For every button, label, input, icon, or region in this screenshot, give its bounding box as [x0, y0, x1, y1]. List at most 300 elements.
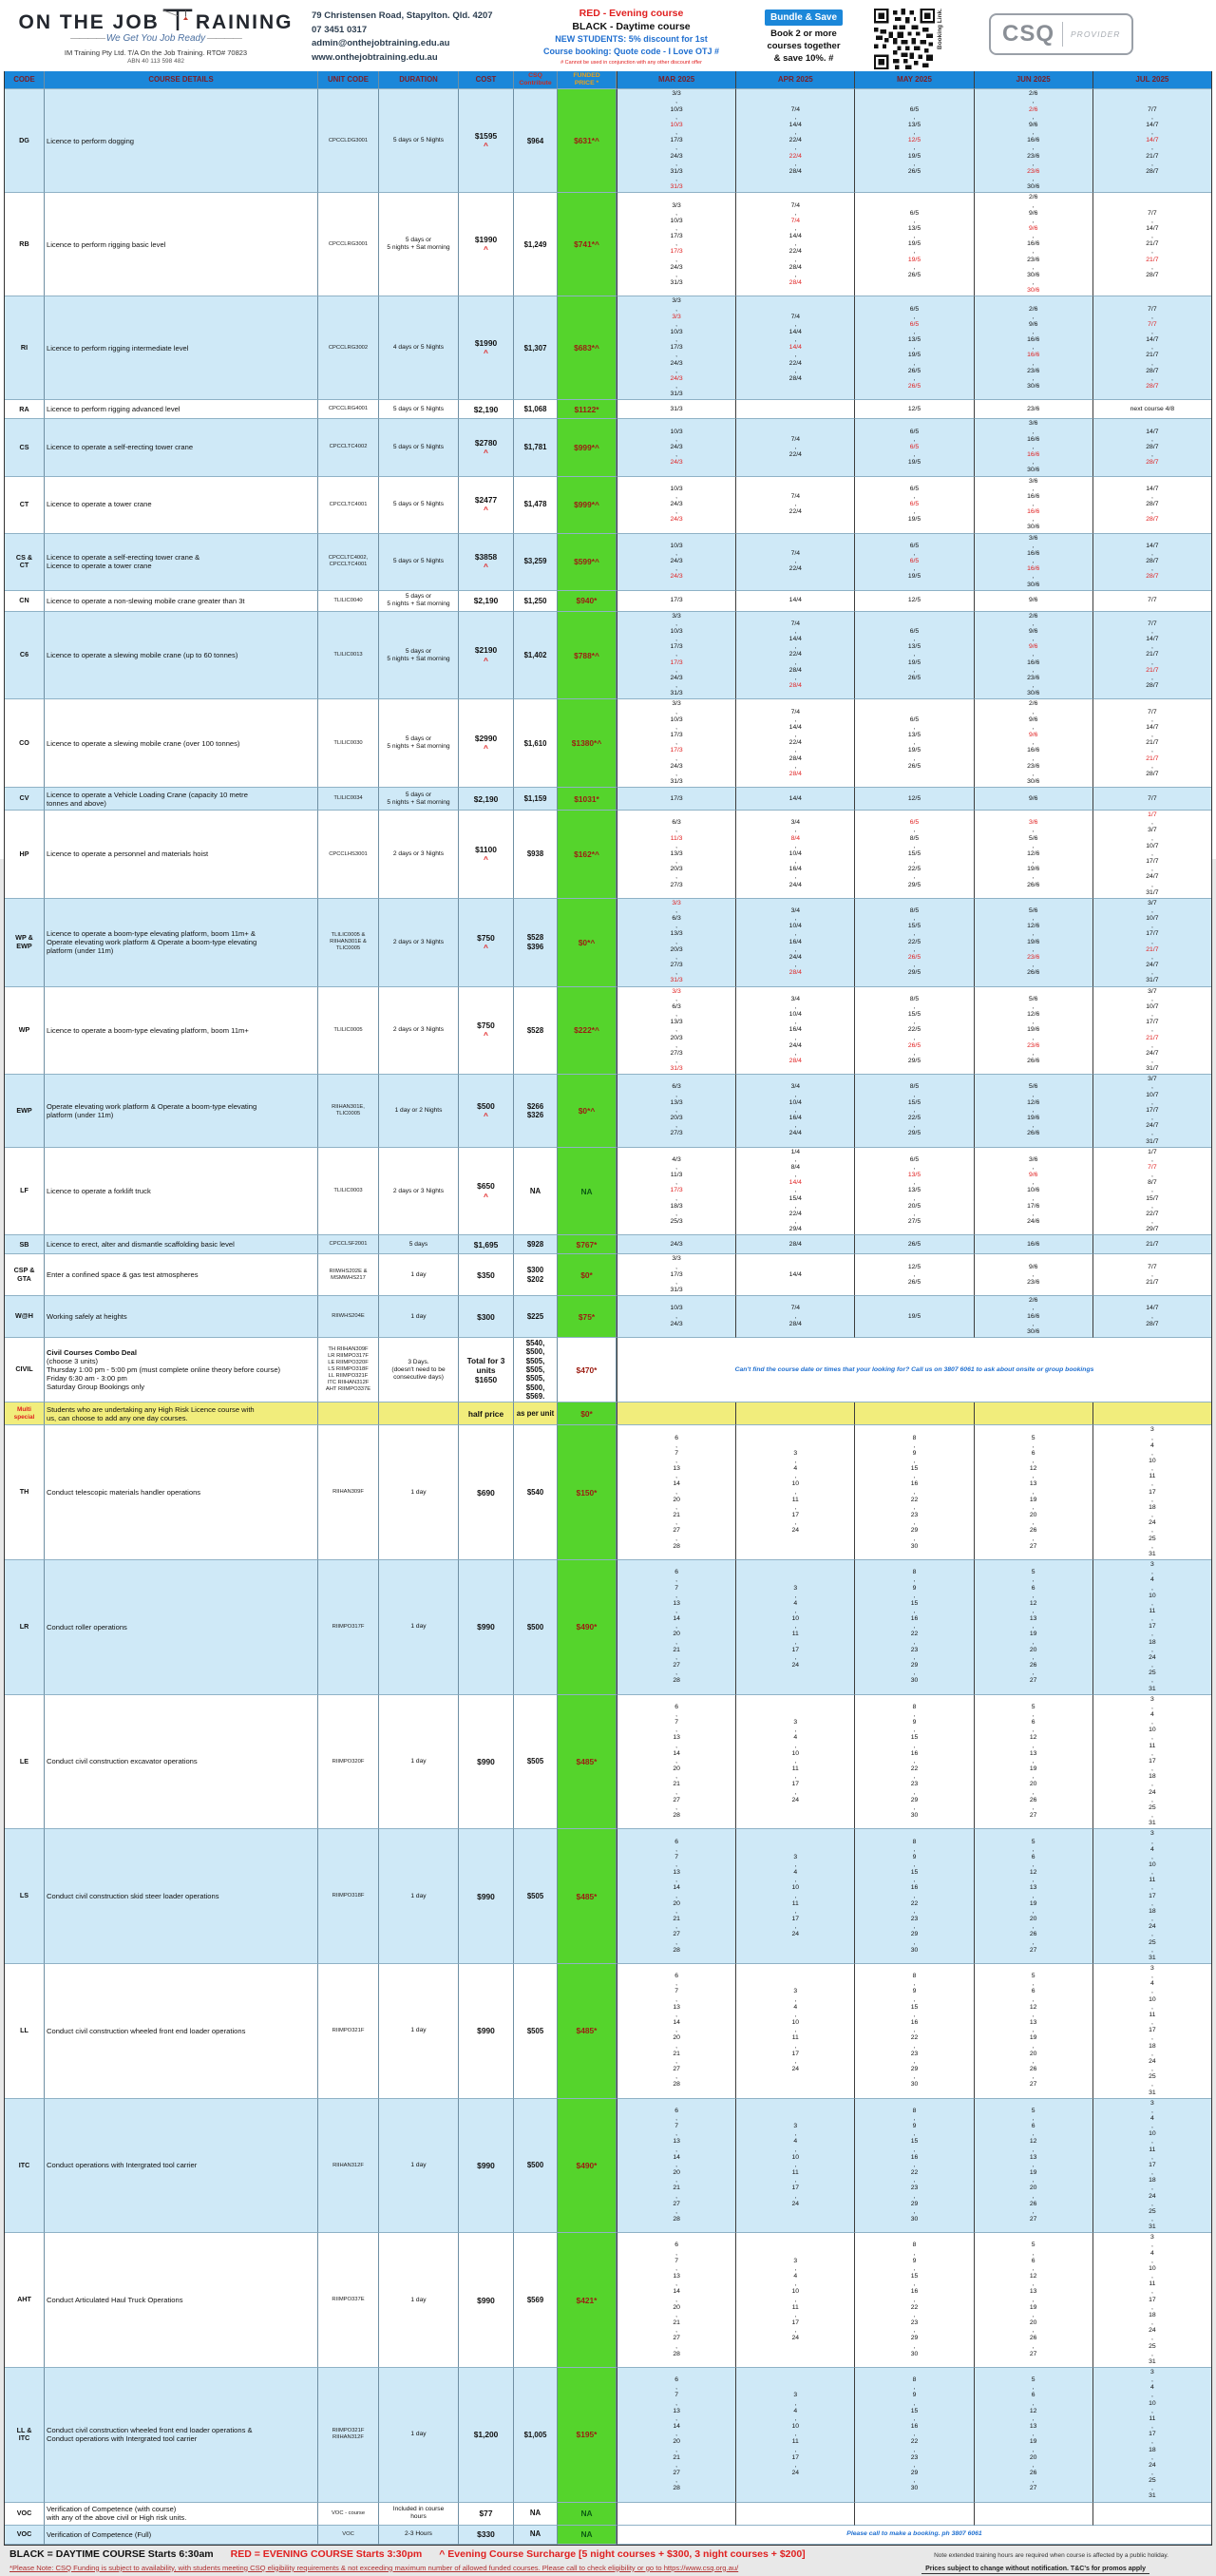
cell-dates-may: 12/5 , 26/5	[854, 1254, 973, 1296]
table-row	[5, 612, 1211, 700]
cell-dates-apr: 7/4 , 22/4	[735, 534, 854, 591]
cell-dates-jun: 2/6 , 2/6 , 9/6 , 16/6 , 23/6 , 23/6 , 30/6	[974, 89, 1092, 193]
cell-dates-jun: 3/6 , 9/6 , 10/6 , 17/6 , 24/6	[974, 1148, 1092, 1236]
cell-dates-jun	[974, 1402, 1092, 1425]
cell-duration: Included in course hours	[379, 2503, 459, 2526]
cell-unit-code: RIIMPO321F	[318, 1964, 379, 2099]
cell-dates-jun: 5 , 6 , 12 , 13 , 19 , 20 , 26 , 27	[974, 1560, 1092, 1695]
table-row	[5, 477, 1211, 534]
cell-cost: $990	[459, 1560, 514, 1695]
cell-csq-contribute: $1,005	[514, 2368, 558, 2503]
column-header: JUN 2025	[974, 71, 1092, 89]
cell-dates-mar	[617, 2503, 735, 2526]
cell-csq-contribute: $500	[514, 2099, 558, 2234]
cell-unit-code: CPCCLHS3001	[318, 811, 379, 899]
cell-dates-may: 6/5 , 13/5 , 19/5 , 19/5 , 26/5	[854, 193, 973, 296]
column-header: MAY 2025	[854, 71, 973, 89]
cell-unit-code: RIIMPO337E	[318, 2233, 379, 2368]
cell-funded-price: $1122*	[558, 400, 617, 419]
cell-dates-mar: 31/3	[617, 400, 735, 419]
cell-dates-jun: 2/6 , 9/6 , 9/6 , 16/6 , 23/6 , 30/6	[974, 699, 1092, 788]
cell-cost: Total for 3 units $1650	[459, 1338, 514, 1402]
cell-unit-code: TLILIC0013	[318, 612, 379, 700]
cell-csq-contribute: $964	[514, 89, 558, 193]
phone-line: 07 3451 0317	[312, 24, 368, 35]
cell-dates-jul: 3/7 , 10/7 , 17/7 , 21/7 , 24/7 , 31/7	[1092, 899, 1211, 987]
cell-funded-price: $767*	[558, 1235, 617, 1254]
cell-dates-jun: 3/6 , 5/6 , 12/6 , 19/6 , 26/6	[974, 811, 1092, 899]
cell-unit-code: CPCCLTC4002, CPCCLTC4001	[318, 534, 379, 591]
cell-funded-price: $485*	[558, 1695, 617, 1830]
cell-unit-code: RIIHAN312F	[318, 2099, 379, 2234]
cell-dates-mar: 3/3 , 10/3 , 17/3 , 17/3 , 24/3 , 31/3	[617, 193, 735, 296]
cell-course-details: Students who are undertaking any High Risk Licence course with us, can choose to add any one day courses.	[45, 1402, 318, 1425]
cell-dates-apr: 7/4 , 22/4	[735, 477, 854, 534]
cell-dates-apr: 7/4 , 7/4 , 14/4 , 22/4 , 28/4 , 28/4	[735, 193, 854, 296]
cell-cost: $2990 ^	[459, 699, 514, 788]
column-header: UNIT CODE	[318, 71, 379, 89]
cell-course-details: Conduct civil construction excavator operations	[45, 1695, 318, 1830]
cell-dates-jul: 3 , 4 , 10 , 11 , 17 , 18 , 24 , 25 , 31	[1092, 1829, 1211, 1964]
cell-csq-contribute: NA	[514, 2526, 558, 2545]
page-footer	[0, 2546, 1216, 2576]
cell-cost: $2,190	[459, 400, 514, 419]
cell-funded-price: $1380*^	[558, 699, 617, 788]
cell-unit-code: CPCCLDG3001	[318, 89, 379, 193]
cell-dates-apr	[735, 1402, 854, 1425]
table-row	[5, 1560, 1211, 1695]
cell-unit-code: CPCCLSF2001	[318, 1235, 379, 1254]
table-row	[5, 788, 1211, 811]
table-row	[5, 811, 1211, 899]
cell-funded-price: $631*^	[558, 89, 617, 193]
cell-duration: 5 days or 5 nights + Sat morning	[379, 591, 459, 612]
discount-line-1: NEW STUDENTS: 5% discount for 1st	[555, 34, 708, 44]
cell-dates-apr: 7/4 , 28/4	[735, 1296, 854, 1338]
cell-funded-price: $741*^	[558, 193, 617, 296]
cell-cost: $1100 ^	[459, 811, 514, 899]
cell-funded-price: NA	[558, 2503, 617, 2526]
cell-dates-mar	[617, 1402, 735, 1425]
cell-cost: $2780 ^	[459, 419, 514, 476]
dates-span-message: Please call to make a booking. ph 3807 6061	[617, 2526, 1211, 2545]
cell-dates-may: 8 , 9 , 15 , 16 , 22 , 23 , 29 , 30	[854, 2368, 973, 2503]
cell-dates-apr: 3 , 4 , 10 , 11 , 17 , 24	[735, 1829, 854, 1964]
cell-unit-code: TLILIC0005	[318, 987, 379, 1076]
cell-csq-contribute: NA	[514, 1148, 558, 1236]
cell-dates-jul: 3 , 4 , 10 , 11 , 17 , 18 , 24 , 25 , 31	[1092, 1425, 1211, 1560]
cell-funded-price: $162*^	[558, 811, 617, 899]
cell-code: CS & CT	[5, 534, 45, 591]
cell-funded-price: $0*	[558, 1254, 617, 1296]
cell-duration: 1 day	[379, 1425, 459, 1560]
cell-code: WP	[5, 987, 45, 1076]
cell-dates-apr: 14/4	[735, 1254, 854, 1296]
website-link[interactable]: www.onthejobtraining.edu.au	[312, 52, 438, 64]
cell-dates-jul: 7/7 , 7/7 , 14/7 , 21/7 , 28/7 , 28/7	[1092, 296, 1211, 400]
cell-dates-jul: 3 , 4 , 10 , 11 , 17 , 18 , 24 , 25 , 31	[1092, 2233, 1211, 2368]
cell-dates-jul	[1092, 2503, 1211, 2526]
cell-duration: 5 days	[379, 1235, 459, 1254]
cell-dates-may	[854, 2503, 973, 2526]
cell-csq-contribute: $505	[514, 1829, 558, 1964]
cell-unit-code: VOC - course	[318, 2503, 379, 2526]
cell-dates-jun: 2/6 , 9/6 , 9/6 , 16/6 , 23/6 , 30/6	[974, 612, 1092, 700]
cell-dates-apr: 3 , 4 , 10 , 11 , 17 , 24	[735, 1425, 854, 1560]
footer-prices-note: Prices subject to change without notification. T&C's for promos apply	[922, 2566, 1150, 2574]
cell-code: RA	[5, 400, 45, 419]
bundle-line-2: courses together	[767, 40, 841, 51]
cell-funded-price: $683*^	[558, 296, 617, 400]
cell-csq-contribute: $528	[514, 987, 558, 1076]
cell-duration: 5 days or 5 nights + Sat morning	[379, 612, 459, 700]
cell-code: LE	[5, 1695, 45, 1830]
cell-funded-price: $999*^	[558, 419, 617, 476]
cell-dates-mar: 6 , 7 , 13 , 14 , 20 , 21 , 27 , 28	[617, 2368, 735, 2503]
cell-duration: 3 Days. (doesn't need to be consecutive days)	[379, 1338, 459, 1402]
table-row	[5, 1338, 1211, 1402]
cell-unit-code: CPCCLRG4001	[318, 400, 379, 419]
cell-csq-contribute: $505	[514, 1964, 558, 2099]
contact-block	[312, 6, 516, 66]
cell-course-details: Licence to operate a slewing mobile crane (up to 60 tonnes)	[45, 612, 318, 700]
cell-code: WP & EWP	[5, 899, 45, 987]
footer-evening-note: RED = EVENING COURSE Starts 3:30pm	[230, 2547, 423, 2560]
cell-dates-jul: 14/7 , 28/7 , 28/7	[1092, 419, 1211, 476]
cell-dates-jul: 7/7 , 14/7 , 21/7 , 21/7 , 28/7	[1092, 612, 1211, 700]
table-row	[5, 419, 1211, 476]
cell-course-details: Licence to operate a boom-type elevating platform, boom 11m+ & Operate elevating work platform & Operate a boom-type elevating platform (under 11m)	[45, 899, 318, 987]
cell-cost: $750 ^	[459, 987, 514, 1076]
cell-dates-mar: 3/3 , 10/3 , 17/3 , 17/3 , 24/3 , 31/3	[617, 612, 735, 700]
table-row	[5, 899, 1211, 987]
cell-unit-code	[318, 1402, 379, 1425]
cell-dates-jun: 3/6 , 16/6 , 16/6 , 30/6	[974, 477, 1092, 534]
cell-unit-code: RIIWHS202E & MSMWHS217	[318, 1254, 379, 1296]
qr-code[interactable]	[874, 9, 935, 69]
cell-course-details: Licence to operate a non-slewing mobile crane greater than 3t	[45, 591, 318, 612]
logo	[13, 6, 298, 65]
cell-dates-may: 26/5	[854, 1235, 973, 1254]
cell-dates-mar: 3/3 , 10/3 , 17/3 , 17/3 , 24/3 , 31/3	[617, 699, 735, 788]
cell-duration: 1 day	[379, 1560, 459, 1695]
cell-duration: 5 days or 5 Nights	[379, 534, 459, 591]
cell-funded-price: $222*^	[558, 987, 617, 1076]
cell-unit-code: CPCCLTC4001	[318, 477, 379, 534]
cell-dates-apr: 14/4	[735, 591, 854, 612]
cell-dates-jun: 5 , 6 , 12 , 13 , 19 , 20 , 26 , 27	[974, 2368, 1092, 2503]
cell-unit-code: RIIMPO321F RIIHAN312F	[318, 2368, 379, 2503]
cell-dates-jul: 7/7 , 14/7 , 14/7 , 21/7 , 28/7	[1092, 89, 1211, 193]
cell-csq-contribute: $569	[514, 2233, 558, 2368]
cell-duration: 5 days or 5 nights + Sat morning	[379, 193, 459, 296]
email-link[interactable]: admin@onthejobtraining.edu.au	[312, 38, 450, 49]
cell-csq-contribute: $528 $396	[514, 899, 558, 987]
cell-funded-price: $421*	[558, 2233, 617, 2368]
cell-dates-mar: 6 , 7 , 13 , 14 , 20 , 21 , 27 , 28	[617, 1560, 735, 1695]
table-row	[5, 987, 1211, 1076]
cell-dates-may	[854, 1402, 973, 1425]
cell-csq-contribute: $1,781	[514, 419, 558, 476]
cell-duration: 5 days or 5 nights + Sat morning	[379, 788, 459, 811]
abn-line: ABN 40 113 598 482	[127, 58, 184, 65]
cell-duration: 1 day	[379, 2368, 459, 2503]
company-line: IM Training Pty Ltd. T/A On the Job Training. RTO# 70823	[64, 48, 248, 57]
cell-code: VOC	[5, 2526, 45, 2545]
table-row	[5, 1829, 1211, 1964]
cell-cost: $300	[459, 1296, 514, 1338]
cell-cost: $990	[459, 1695, 514, 1830]
column-header: COST	[459, 71, 514, 89]
cell-csq-contribute: $1,250	[514, 591, 558, 612]
cell-funded-price: $0*^	[558, 899, 617, 987]
cell-dates-apr: 3/4 , 10/4 , 16/4 , 24/4	[735, 1075, 854, 1147]
cell-unit-code: TLILIC0030	[318, 699, 379, 788]
logo-text-right: RAINING	[195, 11, 294, 33]
cell-code: CIVIL	[5, 1338, 45, 1402]
cell-dates-may: 6/5 , 13/5 , 19/5 , 26/5	[854, 699, 973, 788]
cell-dates-mar: 17/3	[617, 788, 735, 811]
csq-logo-text: CSQ	[1002, 21, 1055, 47]
cell-duration: 4 days or 5 Nights	[379, 296, 459, 400]
cell-csq-contribute: $1,402	[514, 612, 558, 700]
cell-dates-jul: 14/7 , 28/7 , 28/7	[1092, 477, 1211, 534]
cell-code: SB	[5, 1235, 45, 1254]
cell-code: LR	[5, 1560, 45, 1695]
cell-cost: $2,190	[459, 788, 514, 811]
cell-dates-jun: 5 , 6 , 12 , 13 , 19 , 20 , 26 , 27	[974, 1695, 1092, 1830]
cell-cost: $350	[459, 1254, 514, 1296]
cell-code: W@H	[5, 1296, 45, 1338]
cell-csq-contribute: $500	[514, 1560, 558, 1695]
cell-funded-price: $485*	[558, 1829, 617, 1964]
cell-unit-code: TH RIIHAN309F LR RIIMPO317F LE RIIMPO320F LS RIIMPO318F LL RIIMPO321F ITC RIIHAN312F AHT RIIMPO337E	[318, 1338, 379, 1402]
bundle-save-button[interactable]: Bundle & Save	[765, 10, 843, 26]
cell-duration: 1 day	[379, 1829, 459, 1964]
cell-dates-jun: 9/6 , 23/6	[974, 1254, 1092, 1296]
cell-dates-jul: 3/7 , 10/7 , 17/7 , 24/7 , 31/7	[1092, 1075, 1211, 1147]
cell-funded-price: $490*	[558, 1560, 617, 1695]
cell-course-details: Verification of Competence (with course) with any of the above civil or High risk units.	[45, 2503, 318, 2526]
cell-dates-mar: 17/3	[617, 591, 735, 612]
cell-code: CSP & GTA	[5, 1254, 45, 1296]
cell-funded-price: $75*	[558, 1296, 617, 1338]
cell-unit-code: RIIMPO318F	[318, 1829, 379, 1964]
cell-dates-apr: 3 , 4 , 10 , 11 , 17 , 24	[735, 2368, 854, 2503]
cell-dates-mar: 3/3 , 3/3 , 10/3 , 17/3 , 24/3 , 24/3 , 31/3	[617, 296, 735, 400]
address-line: 79 Christensen Road, Stapylton. Qld. 4207	[312, 10, 493, 21]
cell-csq-contribute: $1,610	[514, 699, 558, 788]
cell-unit-code: RIIHAN309F	[318, 1425, 379, 1560]
footer-daytime-note: BLACK = DAYTIME COURSE Starts 6:30am	[10, 2547, 214, 2560]
cell-csq-contribute: $1,159	[514, 788, 558, 811]
cell-cost: $3858 ^	[459, 534, 514, 591]
cell-csq-contribute: $1,307	[514, 296, 558, 400]
column-header: CSQ Contribute	[514, 71, 558, 89]
cell-course-details: Conduct telescopic materials handler operations	[45, 1425, 318, 1560]
cell-dates-jun: 3/6 , 16/6 , 16/6 , 30/6	[974, 419, 1092, 476]
logo-text-left: ON THE JOB	[18, 11, 160, 33]
cell-dates-may: 6/5 , 13/5 , 12/5 , 19/5 , 26/5	[854, 89, 973, 193]
cell-dates-may: 8 , 9 , 15 , 16 , 22 , 23 , 29 , 30	[854, 1829, 973, 1964]
cell-dates-mar: 10/3 , 24/3 , 24/3	[617, 477, 735, 534]
table-row	[5, 296, 1211, 400]
cell-dates-may: 8 , 9 , 15 , 16 , 22 , 23 , 29 , 30	[854, 1560, 973, 1695]
cell-dates-may: 12/5	[854, 591, 973, 612]
cell-course-details: Licence to perform rigging advanced level	[45, 400, 318, 419]
cell-dates-mar: 6/3 , 13/3 , 20/3 , 27/3	[617, 1075, 735, 1147]
footer-csq-note: *Please Note: CSQ Funding is subject to availability, with students meeting CSQ eligibility requirements & not exceeding maximum number of allowed funded courses. Please call to check eligibility or go to https://www.csq.org.au/	[10, 2563, 739, 2572]
cell-unit-code: CPCCLRG3001	[318, 193, 379, 296]
footer-holiday-note: Note extended training hours are required when course is affected by a public holiday.	[934, 2551, 1168, 2559]
cell-dates-jul: 14/7 , 28/7 , 28/7	[1092, 534, 1211, 591]
table-row	[5, 1425, 1211, 1560]
table-row	[5, 591, 1211, 612]
cell-dates-jun: 5/6 , 12/6 , 19/6 , 26/6	[974, 1075, 1092, 1147]
csq-provider-label: PROVIDER	[1071, 29, 1121, 39]
cell-csq-contribute: $266 $326	[514, 1075, 558, 1147]
cell-code: CO	[5, 699, 45, 788]
cell-dates-jun: 23/6	[974, 400, 1092, 419]
cell-cost: $990	[459, 1964, 514, 2099]
qr-block	[874, 6, 943, 69]
cell-duration: 1 day	[379, 2233, 459, 2368]
cell-duration: 2 days or 3 Nights	[379, 899, 459, 987]
crane-icon	[162, 6, 194, 34]
table-row	[5, 1254, 1211, 1296]
cell-dates-mar: 10/3 , 24/3 , 24/3	[617, 419, 735, 476]
cell-dates-jul: 3 , 4 , 10 , 11 , 17 , 18 , 24 , 25 , 31	[1092, 2099, 1211, 2234]
table-row	[5, 534, 1211, 591]
table-row	[5, 1075, 1211, 1147]
cell-cost: $2190 ^	[459, 612, 514, 700]
cell-code: AHT	[5, 2233, 45, 2368]
cell-duration: 2-3 Hours	[379, 2526, 459, 2545]
table-row	[5, 1296, 1211, 1338]
cell-dates-jun: 5 , 6 , 12 , 13 , 19 , 20 , 26 , 27	[974, 1425, 1092, 1560]
cell-code: CT	[5, 477, 45, 534]
column-header: FUNDED PRICE *	[558, 71, 617, 89]
cell-funded-price: $940*	[558, 591, 617, 612]
cell-dates-apr: 3 , 4 , 10 , 11 , 17 , 24	[735, 2233, 854, 2368]
cell-dates-mar: 24/3	[617, 1235, 735, 1254]
table-row	[5, 2526, 1211, 2545]
table-row	[5, 2233, 1211, 2368]
cell-dates-may: 6/5 , 6/5 , 19/5	[854, 419, 973, 476]
cell-cost: $990	[459, 2233, 514, 2368]
cell-duration: 5 days or 5 Nights	[379, 477, 459, 534]
cell-course-details: Licence to operate a tower crane	[45, 477, 318, 534]
cell-duration: 2 days or 3 Nights	[379, 987, 459, 1076]
cell-dates-mar: 4/3 , 11/3 , 17/3 , 18/3 , 25/3	[617, 1148, 735, 1236]
cell-course-details: Licence to perform rigging basic level	[45, 193, 318, 296]
table-row	[5, 699, 1211, 788]
cell-cost: $690	[459, 1425, 514, 1560]
cell-duration	[379, 1402, 459, 1425]
column-header: COURSE DETAILS	[45, 71, 318, 89]
cell-code: VOC	[5, 2503, 45, 2526]
cell-dates-apr: 7/4 , 22/4	[735, 419, 854, 476]
cell-dates-jul: 3 , 4 , 10 , 11 , 17 , 18 , 24 , 25 , 31	[1092, 2368, 1211, 2503]
footer-surcharge-note: ^ Evening Course Surcharge [5 night courses + $300, 3 night courses + $200]	[439, 2547, 806, 2560]
cell-dates-mar: 6/3 , 11/3 , 13/3 , 20/3 , 27/3	[617, 811, 735, 899]
cell-funded-price: $485*	[558, 1964, 617, 2099]
cell-cost: $650 ^	[459, 1148, 514, 1236]
cell-code: LF	[5, 1148, 45, 1236]
column-header: MAR 2025	[617, 71, 735, 89]
cell-unit-code: TLILIC0003	[318, 1148, 379, 1236]
legend-block	[529, 6, 733, 66]
cell-csq-contribute: NA	[514, 2503, 558, 2526]
cell-dates-jul: 7/7 , 21/7	[1092, 1254, 1211, 1296]
cell-dates-apr: 3/4 , 8/4 , 10/4 , 16/4 , 24/4	[735, 811, 854, 899]
csq-provider-logo	[989, 13, 1133, 55]
cell-dates-may: 8 , 9 , 15 , 16 , 22 , 23 , 29 , 30	[854, 1425, 973, 1560]
cell-unit-code: RIIHAN301E, TLIC0005	[318, 1075, 379, 1147]
cell-course-details: Conduct Articulated Haul Truck Operations	[45, 2233, 318, 2368]
cell-dates-may: 12/5	[854, 400, 973, 419]
cell-dates-may: 8/5 , 15/5 , 22/5 , 26/5 , 29/5	[854, 899, 973, 987]
cell-dates-mar: 3/3 , 10/3 , 10/3 , 17/3 , 24/3 , 31/3 , 31/3	[617, 89, 735, 193]
cell-code: LL & ITC	[5, 2368, 45, 2503]
legend-daytime: BLACK - Daytime course	[572, 21, 691, 32]
logo-tagline: ———— We Get You Job Ready ————	[70, 33, 241, 44]
cell-dates-apr: 1/4 , 8/4 , 14/4 , 15/4 , 22/4 , 29/4	[735, 1148, 854, 1236]
table-row	[5, 400, 1211, 419]
table-row	[5, 1235, 1211, 1254]
cell-code: CS	[5, 419, 45, 476]
cell-dates-jun: 9/6	[974, 591, 1092, 612]
cell-dates-mar: 6 , 7 , 13 , 14 , 20 , 21 , 27 , 28	[617, 1695, 735, 1830]
cell-dates-jul: 14/7 , 28/7	[1092, 1296, 1211, 1338]
cell-cost: $1595 ^	[459, 89, 514, 193]
cell-dates-jun: 3/6 , 16/6 , 16/6 , 30/6	[974, 534, 1092, 591]
cell-csq-contribute: $300 $202	[514, 1254, 558, 1296]
cell-dates-jun: 9/6	[974, 788, 1092, 811]
cell-dates-mar: 6 , 7 , 13 , 14 , 20 , 21 , 27 , 28	[617, 1829, 735, 1964]
cell-duration: 5 days or 5 Nights	[379, 400, 459, 419]
cell-code: RB	[5, 193, 45, 296]
cell-dates-jun: 5 , 6 , 12 , 13 , 19 , 20 , 26 , 27	[974, 2099, 1092, 2234]
table-row	[5, 1695, 1211, 1830]
cell-course-details: Licence to operate a Vehicle Loading Crane (capacity 10 metre tonnes and above)	[45, 788, 318, 811]
cell-dates-jul: 1/7 , 7/7 , 8/7 , 15/7 , 22/7 , 29/7	[1092, 1148, 1211, 1236]
cell-code: LL	[5, 1964, 45, 2099]
cell-cost: $1990 ^	[459, 193, 514, 296]
cell-csq-contribute: as per unit	[514, 1402, 558, 1425]
cell-course-details: Licence to perform dogging	[45, 89, 318, 193]
cell-dates-jul: 3 , 4 , 10 , 11 , 17 , 18 , 24 , 25 , 31	[1092, 1964, 1211, 2099]
bundle-line-1: Book 2 or more	[770, 29, 837, 39]
cell-dates-jul: 3 , 4 , 10 , 11 , 17 , 18 , 24 , 25 , 31	[1092, 1695, 1211, 1830]
cell-unit-code: RIIWHS204E	[318, 1296, 379, 1338]
cell-dates-mar: 3/3 , 17/3 , 31/3	[617, 1254, 735, 1296]
cell-course-details: Licence to operate a self-erecting tower crane & Licence to operate a tower crane	[45, 534, 318, 591]
cell-duration: 1 day	[379, 1695, 459, 1830]
cell-dates-apr: 7/4 , 14/4 , 14/4 , 22/4 , 28/4	[735, 296, 854, 400]
cell-unit-code: RIIMPO320F	[318, 1695, 379, 1830]
cell-dates-apr: 3 , 4 , 10 , 11 , 17 , 24	[735, 2099, 854, 2234]
cell-duration: 5 days or 5 Nights	[379, 89, 459, 193]
column-header: CODE	[5, 71, 45, 89]
bundle-line-3: & save 10%. #	[773, 52, 834, 64]
cell-dates-jun: 5/6 , 12/6 , 19/6 , 23/6 , 26/6	[974, 987, 1092, 1076]
cell-course-details: Conduct roller operations	[45, 1560, 318, 1695]
cell-dates-jul: 7/7	[1092, 788, 1211, 811]
cell-code: Multi special	[5, 1402, 45, 1425]
cell-funded-price: $788*^	[558, 612, 617, 700]
cell-unit-code: TLILIC0040	[318, 591, 379, 612]
